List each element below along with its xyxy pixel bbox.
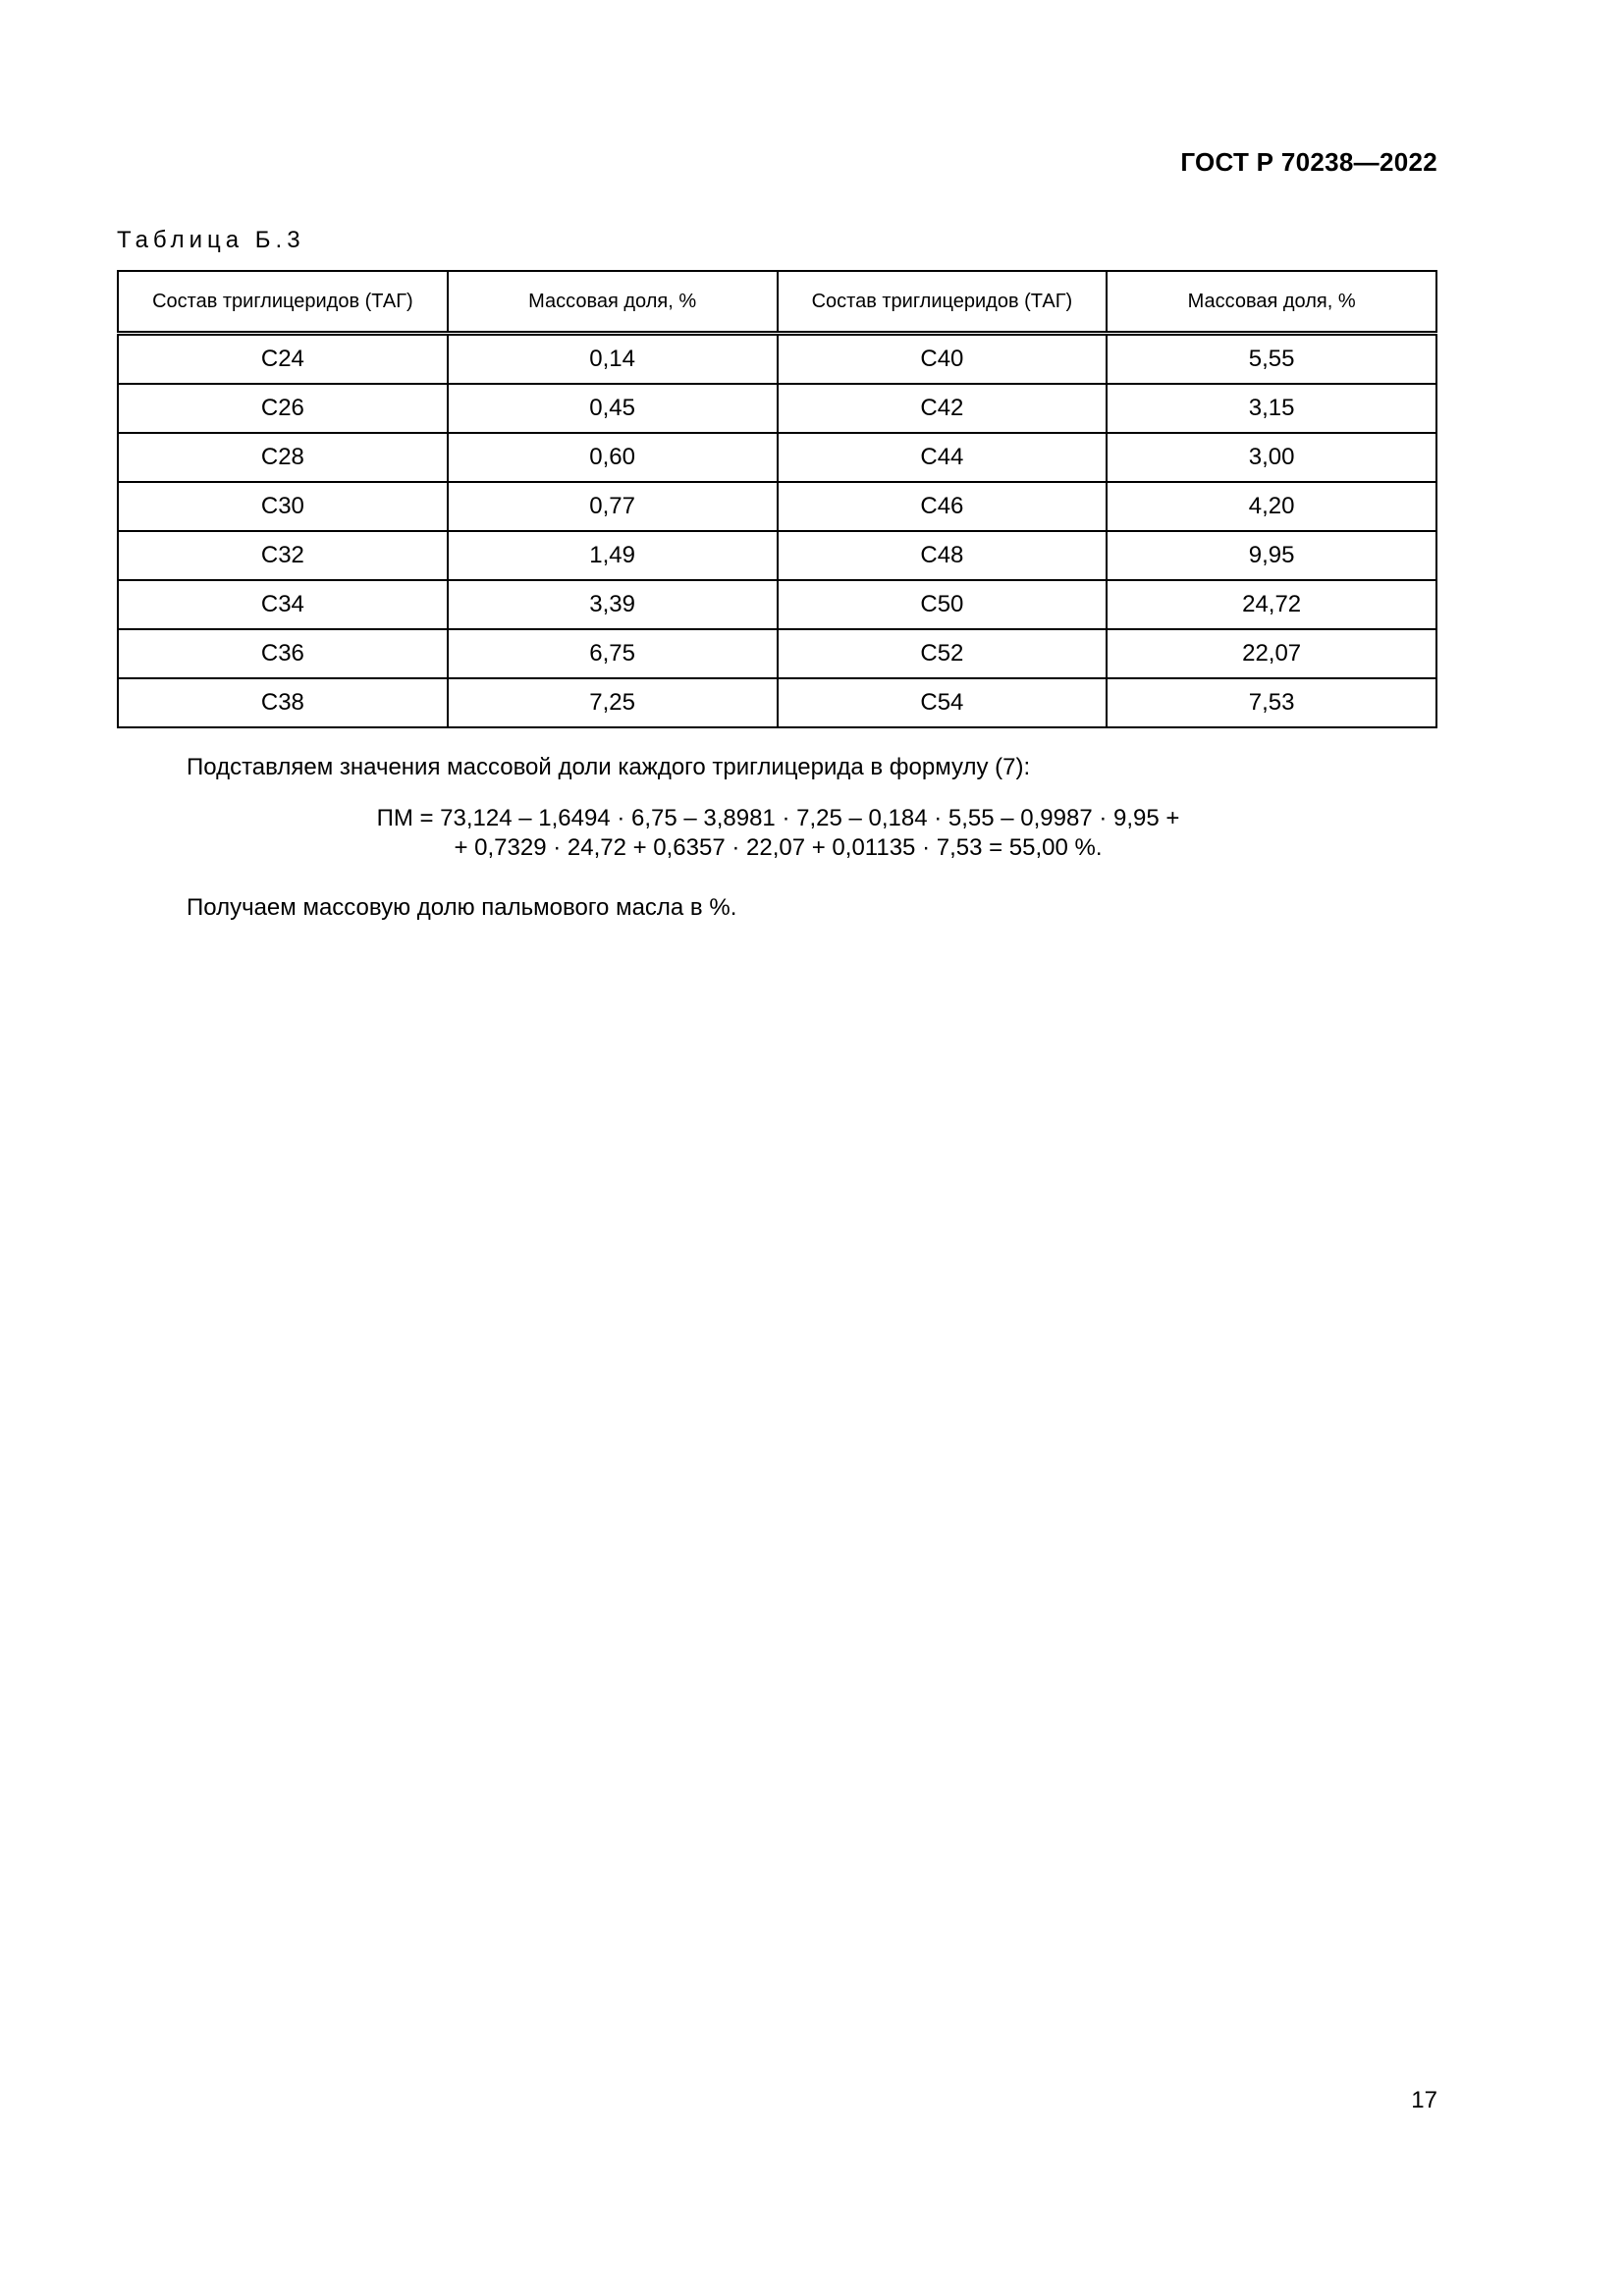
- document-code: ГОСТ Р 70238—2022: [1180, 147, 1437, 177]
- table-cell: С38: [118, 678, 448, 727]
- table-cell: 9,95: [1107, 531, 1436, 580]
- table-cell: С46: [778, 482, 1108, 531]
- header-composition-right: Состав триглицеридов (ТАГ): [778, 271, 1108, 334]
- table-cell: 4,20: [1107, 482, 1436, 531]
- table-cell: 7,53: [1107, 678, 1436, 727]
- table-cell: С24: [118, 334, 448, 385]
- table-cell: 24,72: [1107, 580, 1436, 629]
- table-row: [118, 531, 1436, 580]
- table-cell: С40: [778, 334, 1108, 385]
- table-row: [118, 433, 1436, 482]
- table-cell: С36: [118, 629, 448, 678]
- table-row: [118, 334, 1436, 385]
- table-cell: 3,00: [1107, 433, 1436, 482]
- table-cell: С30: [118, 482, 448, 531]
- table-cell: 0,60: [448, 433, 778, 482]
- table-cell: 0,14: [448, 334, 778, 385]
- table-row: [118, 678, 1436, 727]
- table-cell: С32: [118, 531, 448, 580]
- table-cell: 1,49: [448, 531, 778, 580]
- table-caption: Таблица Б.3: [117, 227, 305, 253]
- table-header-row: [118, 271, 1436, 334]
- table-row: [118, 384, 1436, 433]
- table-cell: С54: [778, 678, 1108, 727]
- table-cell: 0,77: [448, 482, 778, 531]
- header-mass-fraction-right: Массовая доля, %: [1107, 271, 1436, 334]
- table-cell: С28: [118, 433, 448, 482]
- table-cell: С50: [778, 580, 1108, 629]
- table-cell: 5,55: [1107, 334, 1436, 385]
- header-mass-fraction-left: Массовая доля, %: [448, 271, 778, 334]
- triglyceride-table: [117, 270, 1437, 728]
- intro-paragraph: Подставляем значения массовой доли каждого триглицерида в формулу (7):: [187, 754, 1031, 780]
- header-composition-left: Состав триглицеридов (ТАГ): [118, 271, 448, 334]
- table-cell: С44: [778, 433, 1108, 482]
- table-cell: С42: [778, 384, 1108, 433]
- formula-line-2: + 0,7329 · 24,72 + 0,6357 · 22,07 + 0,01135 · 7,53 = 55,00 %.: [454, 834, 1103, 861]
- formula-line-1: ПМ = 73,124 – 1,6494 · 6,75 – 3,8981 · 7,25 – 0,184 · 5,55 – 0,9987 · 9,95 +: [376, 805, 1180, 831]
- table-cell: С34: [118, 580, 448, 629]
- table-cell: 3,15: [1107, 384, 1436, 433]
- table-row: [118, 580, 1436, 629]
- table-row: [118, 629, 1436, 678]
- result-paragraph: Получаем массовую долю пальмового масла в %.: [187, 894, 737, 921]
- table-cell: 6,75: [448, 629, 778, 678]
- table-cell: С26: [118, 384, 448, 433]
- page-number: 17: [1411, 2087, 1437, 2113]
- table-cell: 22,07: [1107, 629, 1436, 678]
- table-cell: С48: [778, 531, 1108, 580]
- table-row: [118, 482, 1436, 531]
- table-cell: С52: [778, 629, 1108, 678]
- table-cell: 7,25: [448, 678, 778, 727]
- table-cell: 3,39: [448, 580, 778, 629]
- table-cell: 0,45: [448, 384, 778, 433]
